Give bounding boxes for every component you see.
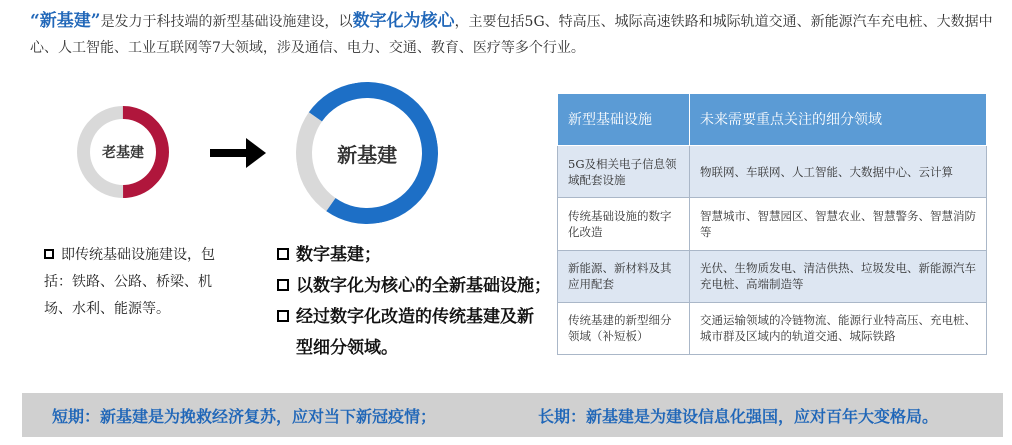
table-cell: 新能源、新材料及其应用配套 — [558, 250, 690, 302]
intro-core: 数字化为核心 — [352, 11, 455, 31]
intro-text-1: 是发力于科技端的新型基础设施建设，以 — [100, 14, 353, 30]
square-bullet-icon — [277, 248, 289, 260]
old-infrastructure-label: 老基建 — [102, 145, 144, 161]
short-term-summary: 短期：新基建是为挽救经济复苏，应对当下新冠疫情； — [52, 406, 437, 426]
right-arrow-icon — [210, 138, 266, 168]
long-term-summary: 长期：新基建是为建设信息化强国，应对百年大变格局。 — [538, 406, 939, 426]
table-header-cell: 新型基础设施 — [558, 94, 690, 146]
new-infrastructure-ring — [285, 71, 450, 236]
table-row — [558, 302, 987, 354]
list-item: 经过数字化改造的传统基建及新 — [277, 302, 567, 333]
list-item-continuation: 型细分领域。 — [296, 338, 398, 358]
table-header-row — [558, 94, 987, 146]
table-header-cell: 未来需要重点关注的细分领域 — [690, 94, 987, 146]
intro-keyword: “新基建” — [30, 11, 101, 31]
old-desc-text: 即传统基础设施建设，包括：铁路、公路、桥梁、机场、水利、能源等。 — [44, 247, 215, 317]
old-infrastructure-description — [44, 242, 234, 323]
square-bullet-icon — [277, 310, 289, 322]
list-item: 数字基建； — [277, 240, 567, 271]
table-row — [558, 146, 987, 198]
table-cell: 传统基础设施的数字化改造 — [558, 198, 690, 250]
summary-banner — [22, 393, 1003, 437]
table-row — [558, 250, 987, 302]
square-bullet-icon — [277, 279, 289, 291]
table-cell: 物联网、车联网、人工智能、大数据中心、云计算 — [690, 146, 987, 198]
list-item: 以数字化为核心的全新基础设施； — [277, 271, 567, 302]
infrastructure-table — [557, 93, 987, 355]
intro-paragraph — [30, 8, 1005, 61]
table-cell: 智慧城市、智慧园区、智慧农业、智慧警务、智慧消防等 — [690, 198, 987, 250]
old-infrastructure-ring — [58, 87, 188, 217]
table-row — [558, 198, 987, 250]
table-cell: 传统基建的新型细分领域（补短板） — [558, 302, 690, 354]
new-infrastructure-label: 新基建 — [337, 142, 397, 167]
table-cell: 5G及相关电子信息领域配套设施 — [558, 146, 690, 198]
new-infrastructure-list — [277, 240, 567, 364]
intro-text-2: ，主要包括5G、特高压、城际高速铁路和城际轨道交通、新能源汽车充电桩、大数据中心、人工智能、工业互联网等7大领域，涉及通信、电力、交通、教育、医疗等多个行业。 — [30, 14, 993, 56]
table-cell: 交通运输领域的冷链物流、能源行业特高压、充电桩、城市群及区域内的轨道交通、城际铁路 — [690, 302, 987, 354]
table-cell: 光伏、生物质发电、清洁供热、垃圾发电、新能源汽车充电桩、高端制造等 — [690, 250, 987, 302]
square-bullet-icon — [44, 249, 54, 259]
